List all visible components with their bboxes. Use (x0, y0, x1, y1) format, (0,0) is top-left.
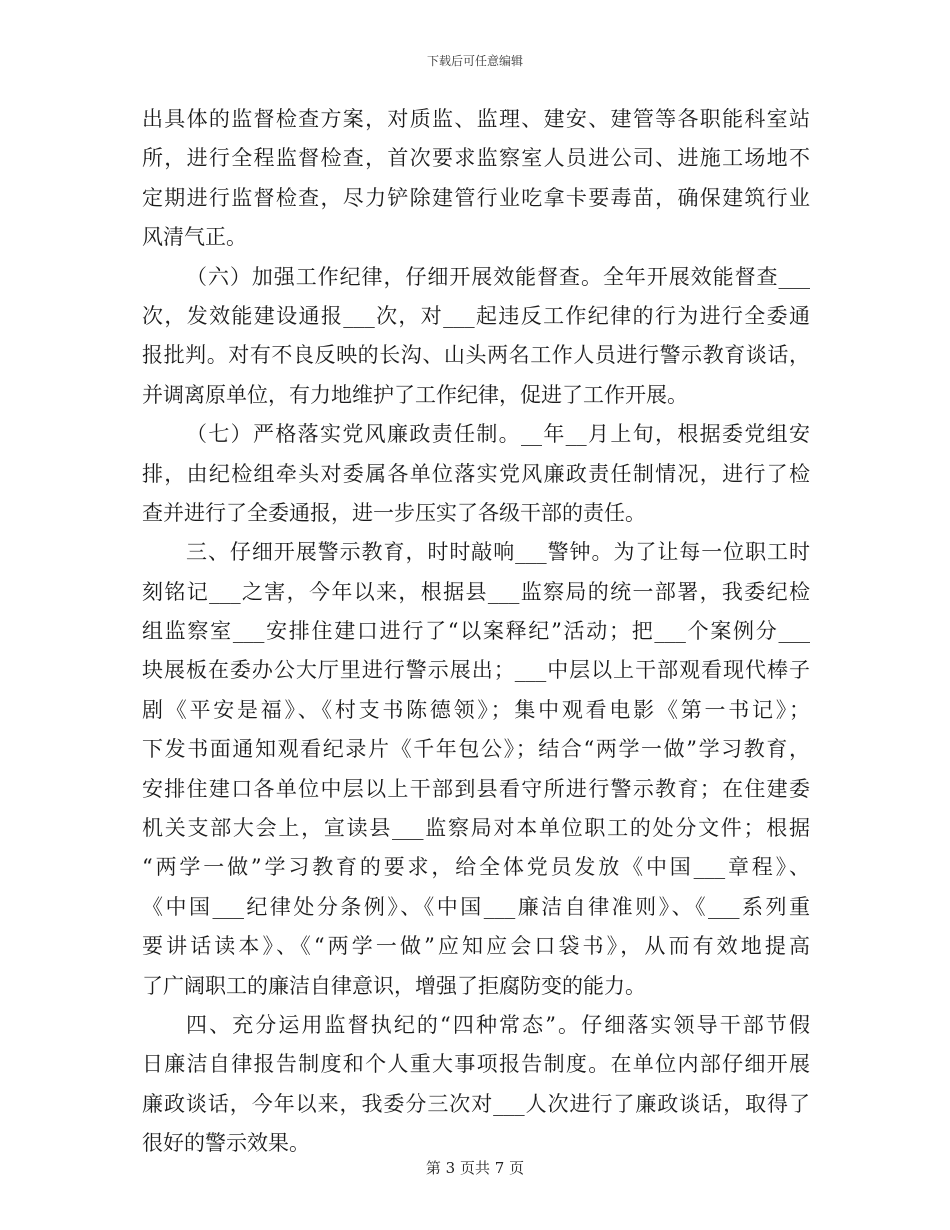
text-line: 定期进行监督检查，尽力铲除建管行业吃拿卡要毒苗，确保建筑行业 (142, 185, 810, 210)
text-line: 排，由纪检组牵头对委属各单位落实党风廉政责任制情况，进行了检 (142, 461, 810, 486)
text-line: （七）严格落实党风廉政责任制。__年__月上旬，根据委党组安 (186, 422, 810, 447)
page-header: 下载后可任意编辑 (426, 54, 523, 68)
text-line: 报批判。对有不良反映的长沟、山头两名工作人员进行警示教育谈话， (142, 343, 810, 368)
text-line: 所，进行全程监督检查，首次要求监察室人员进公司、进施工场地不 (142, 146, 810, 171)
text-line: 块展板在委办公大厅里进行警示展出；___中层以上干部观看现代棒子 (142, 658, 810, 683)
text-line: 刻铭记___之害，今年以来，根据县___监察局的统一部署，我委纪检 (142, 579, 810, 604)
text-line: 安排住建口各单位中层以上干部到县看守所进行警示教育；在住建委 (142, 776, 810, 801)
text-line: 了广阔职工的廉洁自律意识，增强了拒腐防变的能力。 (142, 973, 646, 998)
text-line: 机关支部大会上，宣读县___监察局对本单位职工的处分文件；根据 (142, 816, 810, 841)
text-line: 要讲话读本》、《“两学一做”应知应会口袋书》，从而有效地提高 (142, 934, 810, 959)
text-line: 风清气正。 (142, 225, 247, 250)
page-footer: 第 3 页共 7 页 (425, 1159, 525, 1177)
text-line: 剧《平安是福》、《村支书陈德领》；集中观看电影《第一书记》； (142, 697, 810, 722)
text-line: 三、仔细开展警示教育，时时敲响___警钟。为了让每一位职工时 (186, 540, 810, 565)
text-line: 下发书面通知观看纪录片《千年包公》；结合“两学一做”学习教育， (142, 737, 810, 762)
text-line: 组监察室___安排住建口进行了“以案释纪”活动；把___个案例分___ (142, 619, 810, 644)
text-line: 四、充分运用监督执纪的“四种常态”。仔细落实领导干部节假 (186, 1012, 810, 1037)
text-line: 很好的警示效果。 (142, 1131, 310, 1156)
text-line: （六）加强工作纪律，仔细开展效能督查。全年开展效能督查___ (186, 264, 810, 289)
text-line: 《中国___纪律处分条例》、《中国___廉洁自律准则》、《___系列重 (142, 894, 810, 919)
text-line: 日廉洁自律报告制度和个人重大事项报告制度。在单位内部仔细开展 (142, 1052, 810, 1077)
text-line: 出具体的监督检查方案，对质监、监理、建安、建管等各职能科室站 (142, 107, 810, 131)
text-line: 次，发效能建设通报___次，对___起违反工作纪律的行为进行全委通 (142, 303, 810, 328)
text-line: 并调离原单位，有力地维护了工作纪律，促进了工作开展。 (142, 382, 688, 407)
text-line: 查并进行了全委通报，进一步压实了各级干部的责任。 (142, 500, 646, 525)
text-line: 廉政谈话，今年以来，我委分三次对___人次进行了廉政谈话，取得了 (142, 1091, 810, 1116)
text-line: “两学一做”学习教育的要求，给全体党员发放《中国___章程》、 (142, 855, 810, 880)
document-body (142, 100, 810, 1164)
